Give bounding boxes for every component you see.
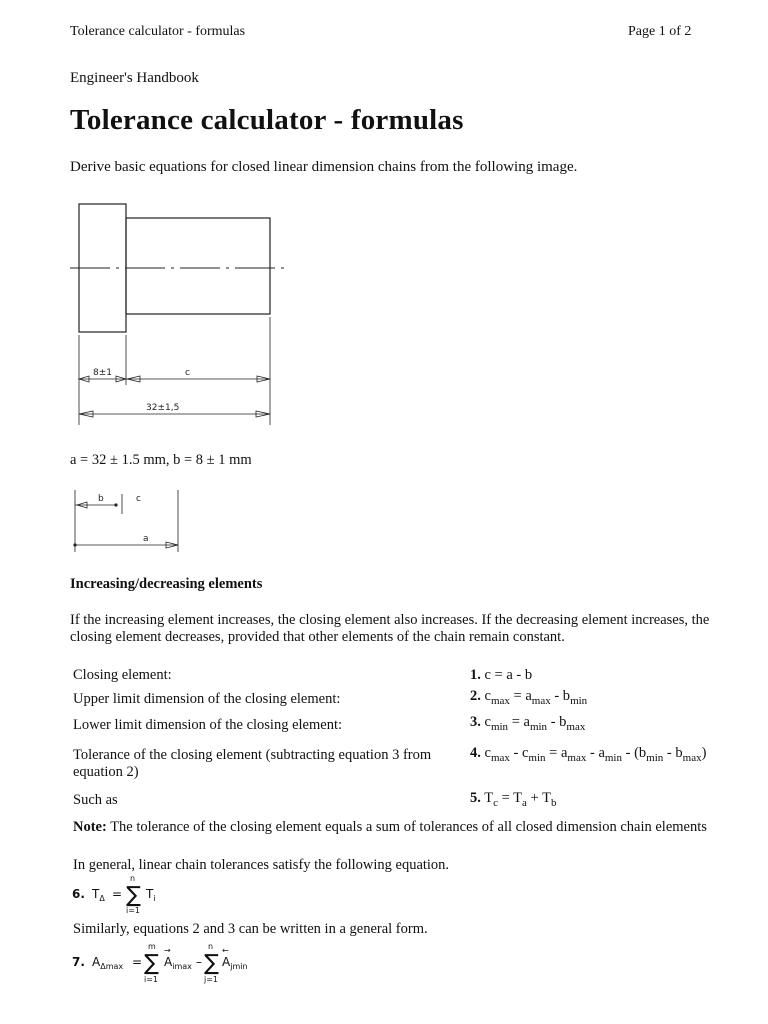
header-title: Tolerance calculator - formulas <box>70 24 246 39</box>
shaft-dimension-figure <box>0 195 300 435</box>
section-heading: Increasing/decreasing elements <box>70 576 263 592</box>
equation-3: 3. $c_{min} = a_{min} - b_{max}$ <box>470 714 586 733</box>
equation-2: 2. $c_{max} = a_{max} - b_{min}$ <box>470 688 588 707</box>
intro-text: Derive basic equations for closed linear dimension chains from the following image. <box>70 159 578 175</box>
equation-4: 4. $c_{max} - c_{min} = a_{max} - a_{min} - (b_{min} - b_{max})$ <box>470 745 707 764</box>
eq7-sum2-top: n <box>208 942 214 951</box>
dimension-label-c: c <box>185 368 190 378</box>
equation-6 <box>70 872 190 916</box>
eq7-term1: $A_{imax}$ <box>164 955 192 971</box>
eq6-lhs: $T_\Delta$ <box>92 887 105 903</box>
chain-dot-a <box>73 543 76 546</box>
equation-label-2: Upper limit dimension of the closing element: <box>73 691 341 707</box>
chain-label-b: b <box>98 494 104 504</box>
equation-1: 1. c = a - b <box>470 667 533 683</box>
equation-label-4: Tolerance of the closing element (subtracting equation 3 from equation 2) <box>73 747 432 780</box>
chain-label-a: a <box>143 534 149 544</box>
dimension-label-a: 32±1,5 <box>146 403 180 413</box>
equation-5: 5. $T_c = T_a + T_b$ <box>470 790 557 809</box>
parameters-text: a = 32 ± 1.5 mm, b = 8 ± 1 mm <box>70 452 252 468</box>
eq7-equals: = <box>132 955 143 969</box>
equation-label-3: Lower limit dimension of the closing element: <box>73 717 343 733</box>
sigma-symbol: ∑ <box>144 951 159 976</box>
equation-number: 5. <box>470 790 481 806</box>
equation-label-5: Such as <box>73 792 118 808</box>
eq6-sum-top: n <box>130 874 136 883</box>
note-text: The tolerance of the closing element equals a sum of tolerances of all closed dimension chain elements <box>106 819 707 835</box>
equation-number: 3. <box>470 714 481 730</box>
eq7-sum2-bottom: j=1 <box>204 975 219 984</box>
chain-schematic-figure <box>0 486 200 556</box>
chain-label-c: c <box>136 494 141 504</box>
right-arrow-accent: → <box>164 946 171 955</box>
shaft-body <box>126 218 270 314</box>
dimension-label-b: 8±1 <box>93 368 112 378</box>
source-label: Engineer's Handbook <box>70 70 199 86</box>
equation-number: 7. <box>72 955 85 969</box>
left-arrow-accent: ← <box>222 946 229 955</box>
note-label: Note: <box>73 819 107 835</box>
general-text: In general, linear chain tolerances satisfy the following equation. <box>73 857 450 873</box>
chain-dot-b <box>114 503 117 506</box>
eq7-lhs: $A_{\Delta max}$ <box>92 955 124 971</box>
section-paragraph: If the increasing element increases, the closing element also increases. If the decreasing element increases, the closing element decreases, provided that other elements of the chain remain constant. <box>70 612 710 645</box>
sigma-symbol: ∑ <box>204 951 219 976</box>
eq7-term2: $A_{jmin}$ <box>222 955 248 971</box>
eq6-equals: = <box>112 887 123 901</box>
equation-number: 4. <box>470 745 481 761</box>
eq7-sum1-bottom: i=1 <box>144 975 159 984</box>
page-number: Page 1 of 2 <box>628 24 692 39</box>
equation-7 <box>70 938 290 988</box>
eq6-term: $T_i$ <box>146 887 156 903</box>
equation-number: 6. <box>72 887 85 901</box>
sigma-symbol: ∑ <box>126 883 141 908</box>
equation-number: 1. <box>470 667 481 683</box>
similar-text: Similarly, equations 2 and 3 can be written in a general form. <box>73 921 428 937</box>
page-title: Tolerance calculator - formulas <box>70 104 464 136</box>
equation-number: 2. <box>470 688 481 704</box>
eq7-sum1-top: m <box>148 942 156 951</box>
note-paragraph <box>73 819 713 836</box>
eq7-minus: – <box>196 955 202 969</box>
eq6-sum-bottom: i=1 <box>126 906 141 915</box>
equation-label-1: Closing element: <box>73 667 172 683</box>
